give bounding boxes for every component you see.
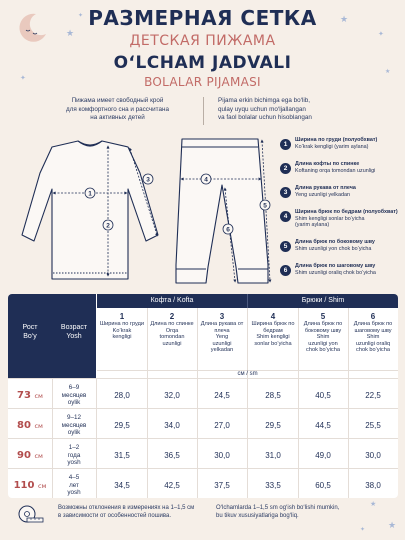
column-number: 2 (169, 312, 175, 321)
legend-uz: Ko‘krak kengligi (yarim aylana) (295, 143, 369, 150)
column-ru: Длина брюк по шаговому шву (353, 321, 393, 334)
divider (8, 408, 398, 409)
column-number: 6 (370, 312, 376, 321)
svg-text:3: 3 (146, 176, 150, 184)
intro-divider (203, 97, 204, 125)
legend-uz: Shim kengligi sonlar bo‘yicha (295, 215, 365, 222)
legend-ru: Ширина по груди (полуобхват) (295, 137, 378, 143)
header-age-uz: Yosh (66, 332, 82, 340)
column-ru: Ширина брюк по бедрам (251, 321, 295, 334)
star-icon: ✦ (378, 31, 384, 38)
legend-ru: Длина брюк по шаговому шву (295, 263, 376, 269)
legend-uz: Shim uzunligi yon chok bo‘yicha (295, 245, 372, 252)
intro-ru-line: для комфортного сна и рассчитана (66, 105, 169, 113)
column-number: 3 (219, 312, 225, 321)
column-number: 4 (270, 312, 276, 321)
subtitle-uz: BOLALAR PIJAMASI (144, 75, 261, 89)
cell-value: 28,5 (265, 391, 281, 400)
title-ru: РАЗМЕРНАЯ СЕТКА (88, 6, 317, 30)
star-icon: ★ (370, 501, 377, 508)
divider (348, 308, 349, 498)
column-header (248, 312, 298, 347)
column-uz: uzunligi yon (308, 340, 338, 347)
header-age-ru: Возраст (60, 324, 88, 331)
intro-uz (218, 97, 378, 133)
intro-uz-line: va faol bolalar uchun hisoblangan (218, 114, 312, 121)
cell-value: 60,5 (315, 481, 331, 490)
row-height: 110 см (13, 480, 47, 491)
cell-value: 32,0 (164, 391, 180, 400)
intro-ru-line: на активных детей (90, 114, 145, 121)
size-table (8, 294, 398, 498)
divider (8, 438, 398, 439)
cell-value: 36,5 (164, 451, 180, 460)
header-height-uz: Bo‘y (23, 332, 37, 340)
intro-ru-line: Пижама имеет свободный крой (71, 97, 164, 104)
column-uz: Shim (366, 334, 380, 341)
column-uz: uzunligi (162, 340, 182, 347)
legend-uz: Yeng uzunligi yelkadan (295, 191, 350, 198)
star-icon: ✦ (360, 527, 366, 533)
cell-value: 44,5 (315, 421, 331, 430)
legend-ru: Длина кофты по спинке (295, 161, 360, 167)
measuring-tape-icon (18, 505, 44, 523)
column-uz: Shim kengligi (256, 334, 290, 341)
legend-uz: Shim uzunligi oraliq chok bo‘yicha (295, 269, 376, 276)
title-uz: O‘LCHAM JADVALI (113, 53, 292, 73)
footnote-uz-line: bu tikuv xususiyatlariga bog‘liq. (216, 512, 299, 519)
column-uz: Yeng (215, 334, 229, 341)
column-ru: Длина брюк по боковому шву (303, 321, 343, 334)
column-uz: sonlar bo‘yicha (254, 340, 292, 347)
cell-value: 31,5 (114, 451, 130, 460)
row-age: 4–5 лет yosh (67, 474, 81, 496)
page-header (0, 6, 405, 89)
legend-number: 5 (280, 241, 291, 252)
divider (8, 378, 398, 379)
star-icon: ★ (340, 14, 349, 24)
legend-number: 3 (280, 187, 291, 198)
cell-value: 24,5 (214, 391, 230, 400)
star-icon: ✦ (20, 75, 26, 82)
legend-ru: Длина брюк по боковому шву (295, 239, 375, 245)
column-uz: chok bo‘yicha (356, 347, 390, 354)
cell-value: 42,5 (164, 481, 180, 490)
cell-value: 27,0 (214, 421, 230, 430)
column-ru: Длина по спинке (150, 321, 194, 327)
star-icon: ★ (66, 28, 75, 38)
cell-value: 40,5 (315, 391, 331, 400)
divider (197, 308, 198, 498)
cell-value: 38,0 (365, 481, 381, 490)
footnote-ru-line: в зависимости от особенностей пошива. (58, 512, 172, 519)
row-height: 73 см (17, 390, 43, 401)
column-uz: kengligi (112, 334, 132, 341)
svg-text:6: 6 (226, 226, 230, 234)
intro-ru (40, 97, 195, 133)
column-number: 5 (320, 312, 326, 321)
legend-number: 2 (280, 163, 291, 174)
column-header (147, 312, 197, 347)
legend-number: 6 (280, 265, 291, 276)
column-ru: Длина рукава от плеча (200, 321, 244, 334)
column-header (197, 312, 247, 354)
column-uz: chok bo‘yicha (306, 347, 340, 354)
header-group-top: Кофта / Kofta (150, 297, 194, 304)
svg-text:4: 4 (204, 176, 208, 184)
cell-value: 25,5 (365, 421, 381, 430)
column-uz: uzunligi (212, 340, 232, 347)
row-age: 6–9 месяцев oylik (61, 384, 87, 406)
pajama-illustration (12, 133, 282, 291)
subtitle-ru: ДЕТСКАЯ ПИЖАМА (129, 33, 276, 49)
row-age: 1–2 года yosh (67, 444, 81, 466)
divider (247, 308, 248, 498)
cell-value: 28,0 (114, 391, 130, 400)
footnote-uz-line: O‘lchamlarda 1–1,5 sm og‘ish bo‘lishi mumkin, (216, 505, 340, 511)
column-header (298, 312, 348, 354)
cell-value: 49,0 (315, 451, 331, 460)
svg-text:5: 5 (263, 202, 267, 210)
shirt-drawing (22, 141, 158, 279)
row-height: 80 см (17, 420, 43, 431)
footnote-ru (58, 505, 228, 520)
header-group-bottom: Брюки / Shim (301, 297, 345, 304)
legend-uz: Koftaning orqa tomondan uzunligi (295, 167, 376, 174)
cell-value: 29,5 (265, 421, 281, 430)
column-ru: Ширина по груди (99, 321, 145, 327)
legend-uz: (yarim aylana) (295, 222, 330, 229)
cell-value: 34,0 (164, 421, 180, 430)
column-header (348, 312, 398, 354)
cell-value: 29,5 (114, 421, 130, 430)
pants-drawing (176, 139, 268, 283)
column-uz: Ko‘krak (112, 327, 132, 334)
cell-value: 30,0 (365, 451, 381, 460)
header-height-ru: Рост (22, 324, 38, 331)
star-icon: ✦ (78, 13, 84, 19)
column-uz: Orqa (165, 327, 179, 334)
cell-value: 37,5 (214, 481, 230, 490)
cell-value: 30,0 (214, 451, 230, 460)
legend-ru: Ширина брюк по бедрам (полуобхват) (295, 209, 398, 215)
row-height: 90 см (17, 450, 43, 461)
column-uz: Shim (316, 334, 330, 341)
star-icon: ★ (388, 520, 397, 530)
divider (147, 308, 148, 498)
intro-uz-line: Pijama erkin bichimga ega bo‘lib, (218, 97, 311, 104)
star-icon: ★ (385, 69, 391, 75)
row-age: 9–12 месяцев oylik (61, 414, 87, 436)
svg-text:1: 1 (88, 190, 92, 198)
column-number: 1 (119, 312, 125, 321)
svg-text:2: 2 (106, 222, 110, 230)
legend-ru: Длина рукава от плеча (295, 185, 356, 191)
cell-value: 33,5 (265, 481, 281, 490)
cell-value: 22,5 (365, 391, 381, 400)
divider (8, 468, 398, 469)
divider (298, 308, 299, 498)
footnote-ru-line: Возможны отклонения в измерениях на 1–1,5 см (58, 505, 195, 511)
header-age (52, 324, 96, 341)
column-header (97, 312, 147, 341)
column-uz: tomondan (159, 334, 185, 341)
column-uz: uzunligi oraliq (355, 340, 391, 347)
cell-value: 34,5 (114, 481, 130, 490)
intro-uz-line: qulay uyqu uchun mo‘ljallangan (218, 105, 306, 113)
footnote-uz (216, 505, 366, 520)
cell-value: 31,0 (265, 451, 281, 460)
legend-number: 1 (280, 139, 291, 150)
header-height (8, 324, 52, 341)
legend-number: 4 (280, 211, 291, 222)
units-label: см / sm (237, 371, 258, 377)
column-uz: yelkadan (210, 347, 234, 354)
divider (247, 294, 248, 308)
